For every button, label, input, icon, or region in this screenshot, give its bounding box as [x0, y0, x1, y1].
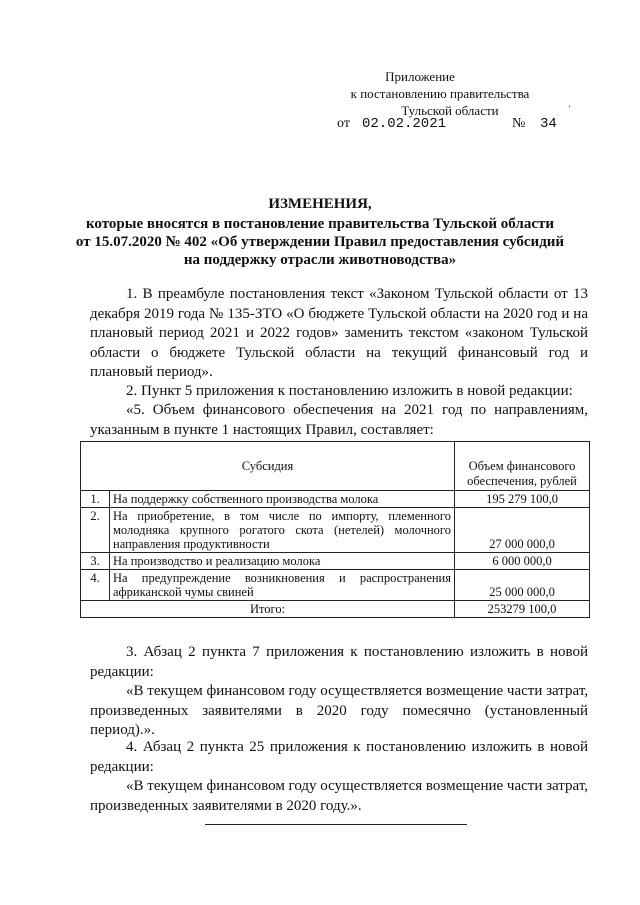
number-prefix: №	[512, 116, 526, 131]
title-line-3: на поддержку отрасли животноводства»	[183, 252, 457, 268]
row-amount: 195 279 100,0	[455, 491, 590, 508]
date-prefix: от	[337, 116, 350, 131]
row-number: 1.	[81, 491, 110, 508]
document-heading: ИЗМЕНЕНИЯ,	[268, 196, 372, 212]
row-name: На производство и реализацию молока	[110, 553, 455, 570]
row-amount: 27 000 000,0	[455, 508, 590, 553]
appendix-line-2: к постановлению правительства	[350, 86, 530, 101]
row-name: На предупреждение возникновения и распространения африканской чумы свиней	[110, 570, 455, 601]
paragraph-4: 4. Абзац 2 пункта 25 приложения к постановлению изложить в новой редакции:	[90, 739, 588, 775]
title-line-1: которые вносятся в постановление правительства Тульской области	[85, 216, 555, 232]
table-row	[81, 570, 590, 601]
closing-separator	[205, 824, 467, 825]
appendix-header	[0, 68, 600, 119]
paragraph-2-quote: «5. Объем финансового обеспечения на 2021 год по направлениям, указанным в пункте 1 настоящих Правил, составляет:	[90, 402, 588, 438]
table-row	[81, 508, 590, 553]
number-value: 34	[540, 116, 557, 132]
table-row	[81, 491, 590, 508]
title-line-2: от 15.07.2020 № 402 «Об утверждении Правил предоставления субсидий	[75, 234, 565, 250]
table-total-row	[81, 601, 590, 618]
paragraph-4-quote: «В текущем финансовом году осуществляется возмещение части затрат, произведенных заявителями в 2020 году.».	[90, 778, 588, 814]
date-value: 02.02.2021	[362, 116, 447, 132]
stray-mark: ’	[568, 104, 571, 114]
total-label: Итого:	[81, 601, 455, 618]
row-amount: 25 000 000,0	[455, 570, 590, 601]
row-number: 2.	[81, 508, 110, 553]
table-header-row	[81, 442, 590, 491]
row-number: 3.	[81, 553, 110, 570]
header-subsidy: Субсидия	[81, 442, 455, 491]
paragraph-1: 1. В преамбуле постановления текст «Законом Тульской области от 13 декабря 2019 года № 135-ЗТО «О бюджете Тульской области на 2020 год и на плановый период 2021 и 2022 годов» заменить текстом «законом Тульской области о бюджете Тульской области на текущий финансовый год и плановый период».	[90, 286, 588, 381]
row-name: На поддержку собственного производства молока	[110, 491, 455, 508]
total-amount: 253279 100,0	[455, 601, 590, 618]
paragraph-3-quote: «В текущем финансовом году осуществляется возмещение части затрат, произведенных заявителями в 2020 году помесячно (установленный период).».	[90, 683, 588, 739]
row-amount: 6 000 000,0	[455, 553, 590, 570]
table-row	[81, 553, 590, 570]
row-number: 4.	[81, 570, 110, 601]
paragraph-2: 2. Пункт 5 приложения к постановлению изложить в новой редакции:	[126, 383, 573, 399]
appendix-line-3: Тульской области	[401, 103, 499, 118]
subsidy-table	[80, 441, 590, 618]
row-name: На приобретение, в том числе по импорту, племенного молодняка крупного рогатого скота (нетелей) молочного направления продуктивности	[110, 508, 455, 553]
header-amount: Объем финансового обеспечения, рублей	[455, 442, 590, 491]
appendix-line-1: Приложение	[385, 69, 455, 84]
paragraph-3: 3. Абзац 2 пункта 7 приложения к постановлению изложить в новой редакции:	[90, 644, 588, 680]
